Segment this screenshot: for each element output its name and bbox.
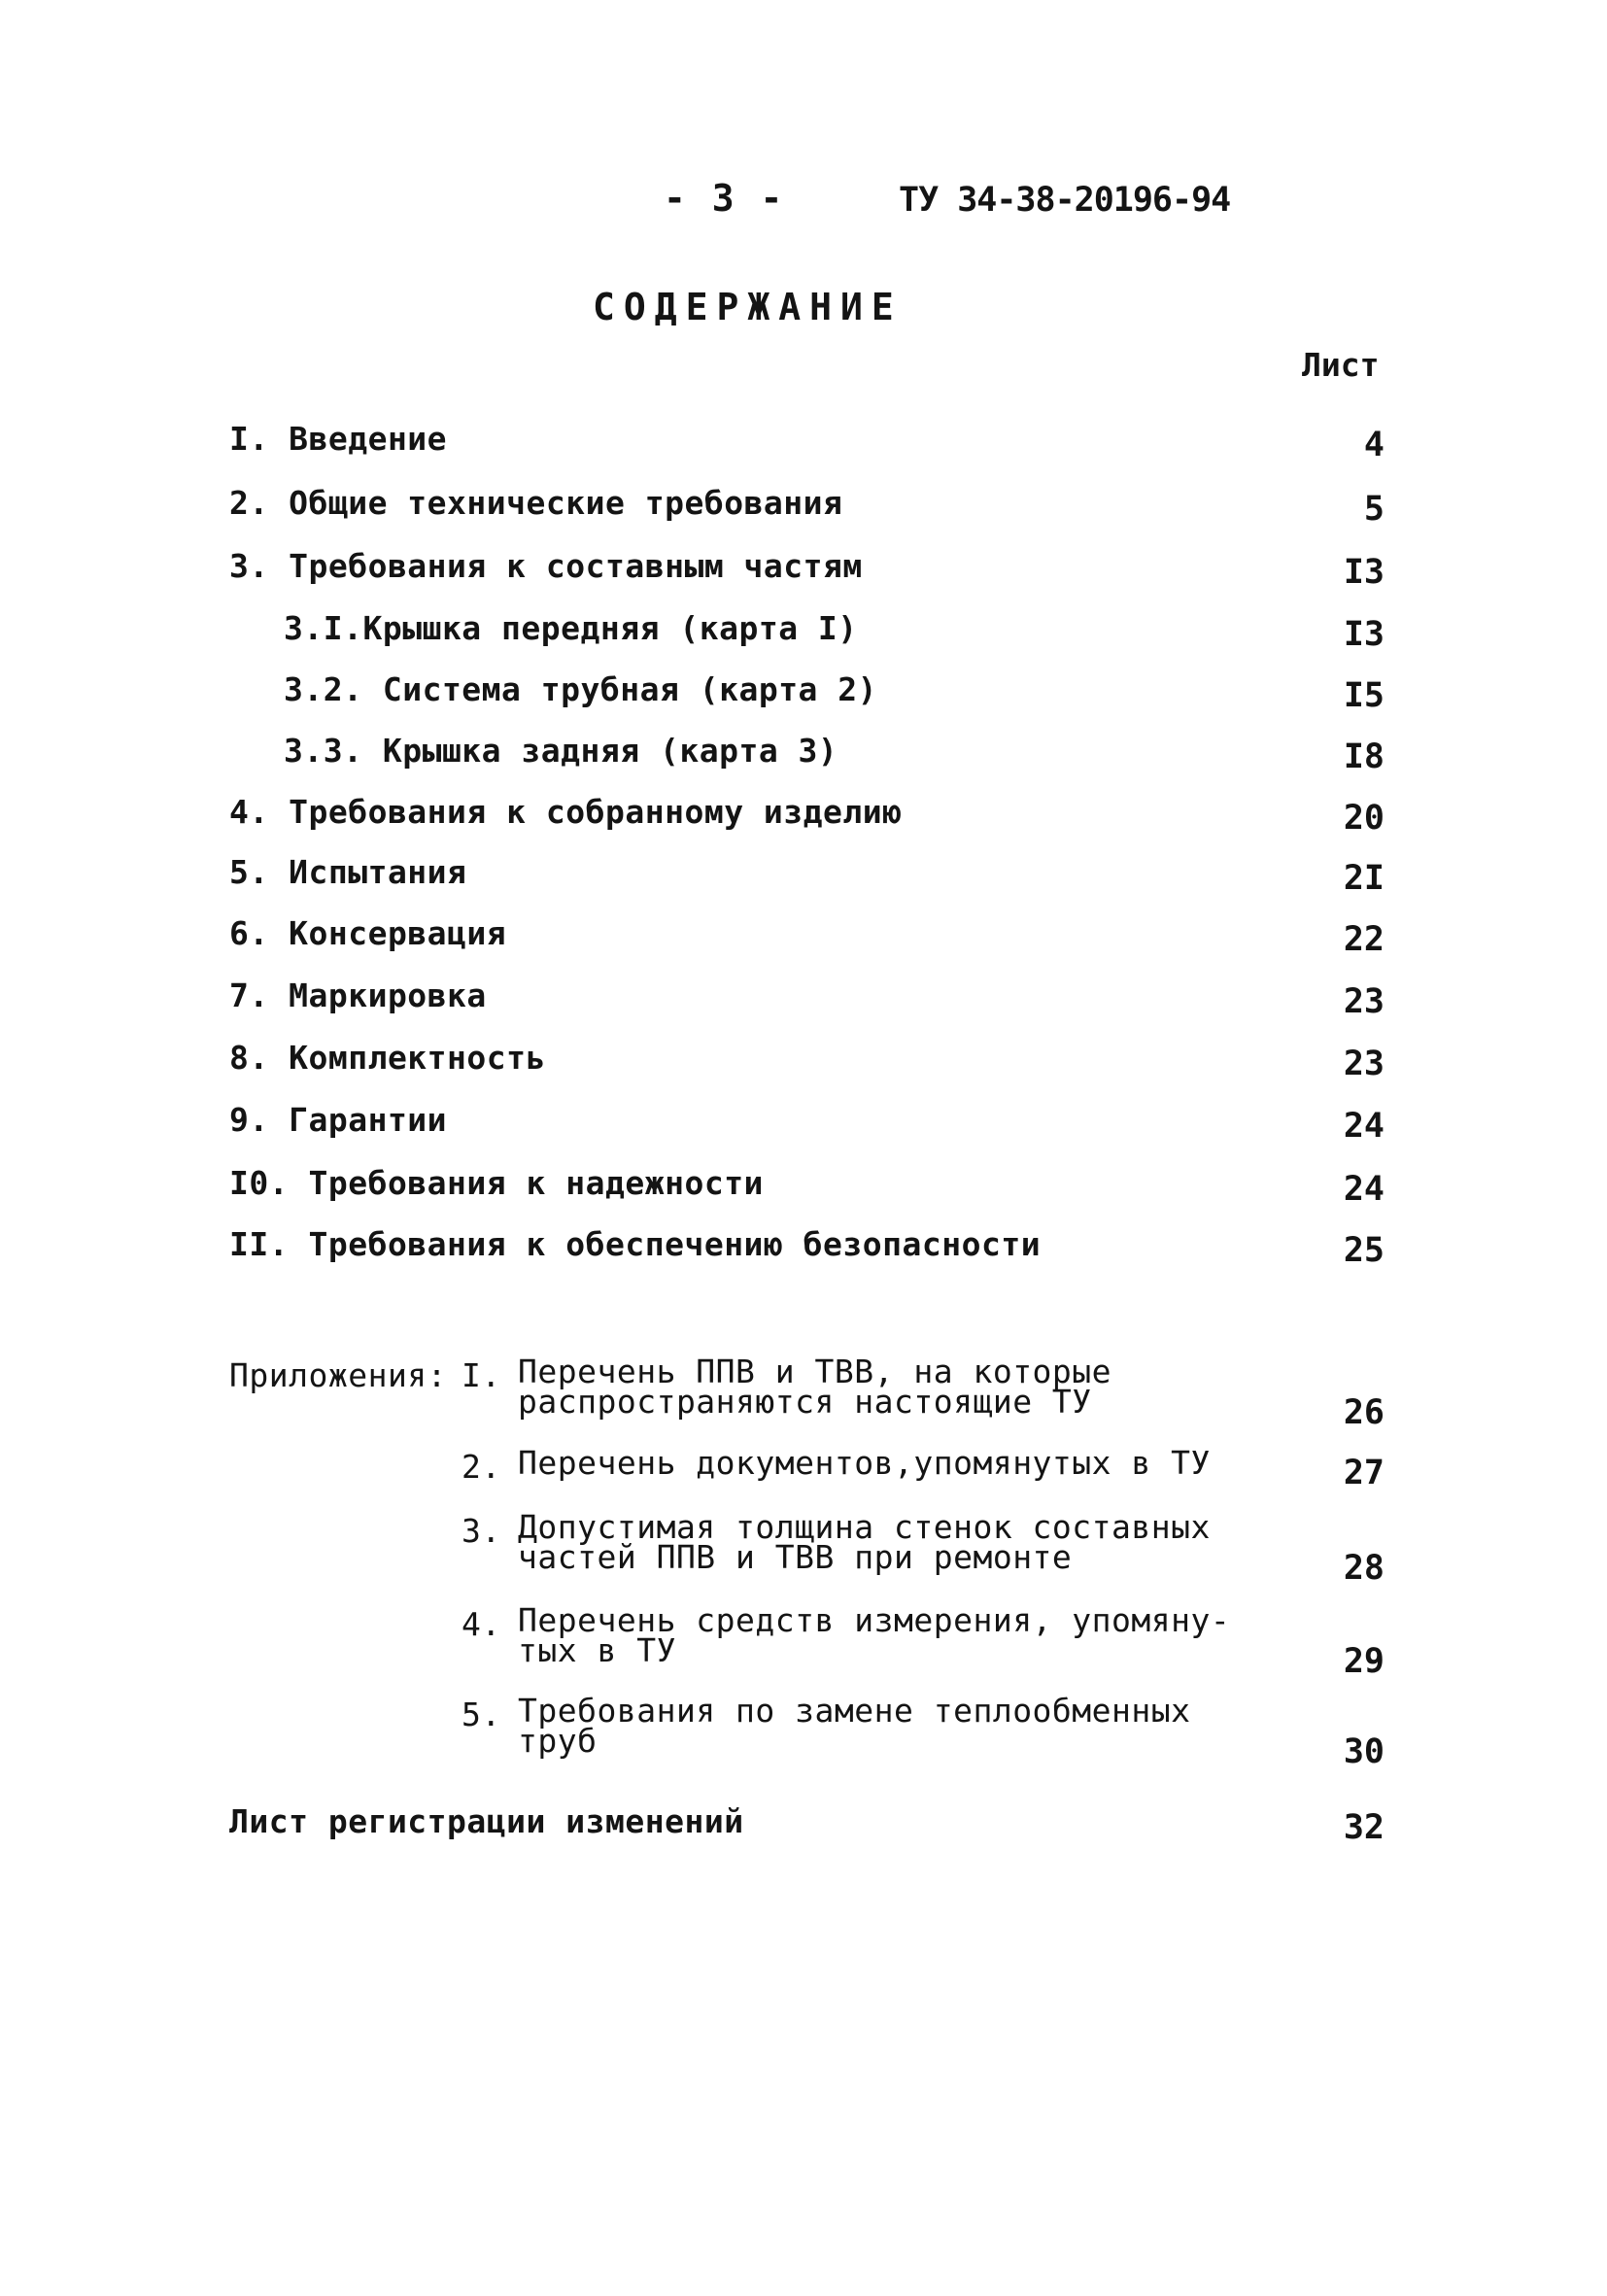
toc-item-page: I8 bbox=[1343, 737, 1385, 776]
page-title: СОДЕРЖАНИЕ bbox=[593, 286, 903, 328]
toc-item-page: 2I bbox=[1343, 859, 1385, 898]
toc-item-label: I0. Требования к надежности bbox=[229, 1164, 764, 1202]
document-code: ТУ 34-38-20196-94 bbox=[899, 181, 1231, 220]
toc-item-page: 23 bbox=[1343, 982, 1385, 1021]
toc-item-page: I3 bbox=[1343, 553, 1385, 592]
toc-item-page: 20 bbox=[1343, 799, 1385, 838]
toc-item-page: 24 bbox=[1343, 1170, 1385, 1209]
toc-item-label: 7. Маркировка bbox=[229, 977, 487, 1014]
appendix-number: 2. bbox=[462, 1448, 501, 1486]
toc-item-label: 5. Испытания bbox=[229, 853, 467, 891]
appendix-number: 4. bbox=[462, 1605, 501, 1643]
appendix-page: 30 bbox=[1343, 1732, 1385, 1771]
toc-item-page: 23 bbox=[1343, 1045, 1385, 1083]
toc-subitem-label: 3.2. Система трубная (карта 2) bbox=[284, 670, 878, 708]
registration-sheet-label: Лист регистрации изменений bbox=[229, 1802, 744, 1840]
toc-subitem-label: 3.I.Крышка передняя (карта I) bbox=[284, 609, 858, 647]
sheet-column-header: Лист bbox=[1302, 346, 1380, 384]
toc-item-label: II. Требования к обеспечению безопасности bbox=[229, 1225, 1042, 1263]
appendix-number: I. bbox=[462, 1356, 501, 1394]
appendix-title: Перечень ППВ и ТВВ, на которые распространяются настоящие ТУ bbox=[518, 1353, 1112, 1421]
toc-item-label: I. Введение bbox=[229, 420, 448, 458]
appendix-page: 29 bbox=[1343, 1642, 1385, 1681]
toc-item-page: I3 bbox=[1343, 615, 1385, 654]
registration-sheet-page: 32 bbox=[1343, 1808, 1385, 1847]
toc-item-page: 24 bbox=[1343, 1107, 1385, 1146]
toc-item-label: 2. Общие технические требования bbox=[229, 484, 843, 522]
toc-item-page: 25 bbox=[1343, 1231, 1385, 1270]
appendix-title: Перечень средств измерения, упомяну- тых в ТУ bbox=[518, 1601, 1231, 1669]
appendix-page: 27 bbox=[1343, 1454, 1385, 1492]
toc-item-label: 4. Требования к собранному изделию bbox=[229, 793, 903, 831]
appendix-title: Перечень документов,упомянутых в ТУ bbox=[518, 1444, 1211, 1482]
appendix-page: 28 bbox=[1343, 1549, 1385, 1588]
appendix-page: 26 bbox=[1343, 1393, 1385, 1432]
toc-item-page: 5 bbox=[1363, 490, 1385, 529]
appendix-number: 5. bbox=[462, 1696, 501, 1733]
appendices-label: Приложения: bbox=[229, 1356, 448, 1394]
appendix-number: 3. bbox=[462, 1512, 501, 1550]
toc-item-label: 6. Консервация bbox=[229, 914, 507, 952]
toc-item-page: I5 bbox=[1343, 676, 1385, 715]
toc-subitem-label: 3.3. Крышка задняя (карта 3) bbox=[284, 732, 838, 770]
page-number: - 3 - bbox=[664, 177, 785, 220]
toc-item-page: 4 bbox=[1363, 426, 1385, 464]
appendix-title: Допустимая толщина стенок составных частей ППВ и ТВВ при ремонте bbox=[518, 1508, 1211, 1576]
toc-item-label: 8. Комплектность bbox=[229, 1039, 546, 1077]
toc-item-page: 22 bbox=[1343, 920, 1385, 959]
appendix-title: Требования по замене теплообменных труб bbox=[518, 1692, 1191, 1760]
toc-item-label: 3. Требования к составным частям bbox=[229, 547, 863, 585]
toc-item-label: 9. Гарантии bbox=[229, 1101, 448, 1139]
